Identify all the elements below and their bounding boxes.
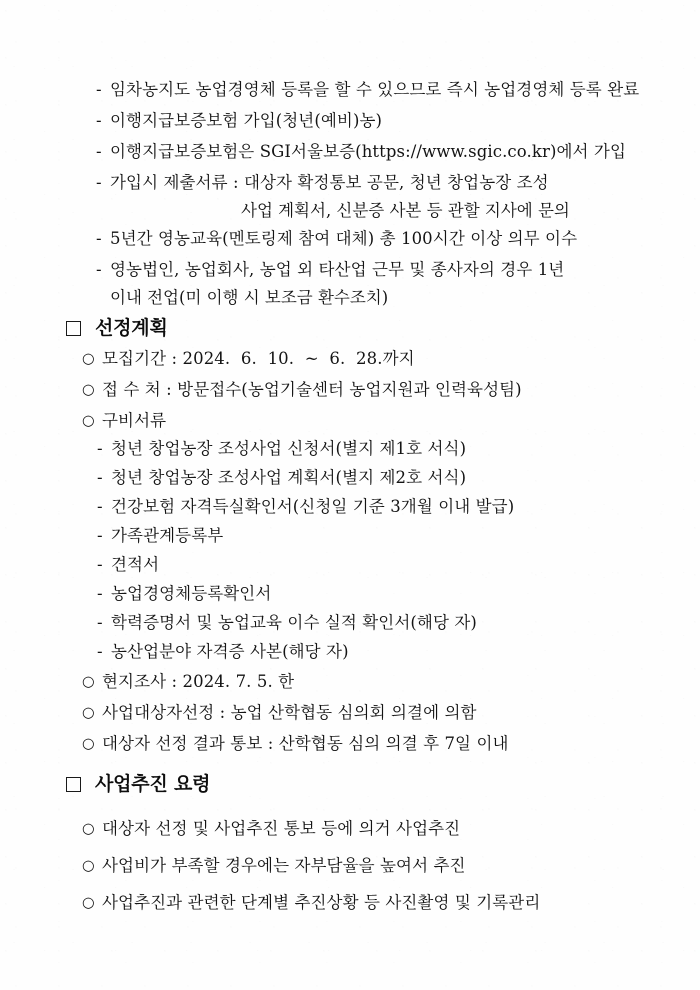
dash-bullet-icon: - bbox=[97, 439, 103, 458]
list-item bbox=[97, 613, 477, 633]
list-item-text: 농업경영체등록확인서 bbox=[111, 584, 272, 603]
circle-bullet-icon: ○ bbox=[82, 736, 95, 752]
circle-bullet-icon: ○ bbox=[82, 895, 95, 911]
dash-bullet-icon: - bbox=[97, 613, 103, 632]
list-item-text: 농산업분야 자격증 사본(해당 자) bbox=[111, 642, 349, 661]
list-item-result-notification bbox=[82, 734, 509, 755]
dash-bullet-icon: - bbox=[97, 526, 103, 545]
list-item bbox=[97, 468, 466, 488]
list-item bbox=[96, 173, 549, 193]
section-heading-execution-guide bbox=[66, 773, 210, 796]
section-title: 사업추진 요령 bbox=[95, 773, 211, 795]
circle-bullet-icon: ○ bbox=[82, 705, 95, 721]
circle-bullet-icon: ○ bbox=[82, 858, 95, 874]
list-item bbox=[97, 497, 514, 517]
dash-bullet-icon: - bbox=[97, 468, 103, 487]
list-item-field-survey bbox=[82, 672, 294, 693]
list-item-text: 가입시 제출서류 : 대상자 확정통보 공문, 청년 창업농장 조성 bbox=[110, 173, 549, 192]
list-item bbox=[97, 526, 223, 546]
dash-bullet-icon: - bbox=[96, 260, 102, 279]
list-item bbox=[82, 893, 540, 914]
dash-bullet-icon: - bbox=[97, 642, 103, 661]
dash-bullet-icon: - bbox=[97, 555, 103, 574]
list-item bbox=[97, 439, 466, 459]
dash-bullet-icon: - bbox=[96, 80, 102, 99]
dash-bullet-icon: - bbox=[96, 111, 102, 130]
circle-bullet-icon: ○ bbox=[82, 674, 95, 690]
list-item-beneficiary-selection bbox=[82, 703, 477, 724]
list-item-continuation: 사업 계획서, 신분증 사본 등 관할 지사에 문의 bbox=[241, 201, 570, 220]
list-item-text: 대상자 선정 및 사업추진 통보 등에 의거 사업추진 bbox=[102, 819, 461, 838]
list-item-text: 영농법인, 농업회사, 농업 외 타산업 근무 및 종사자의 경우 1년 bbox=[110, 260, 565, 279]
list-item-continuation: 이내 전업(미 이행 시 보조금 환수조치) bbox=[110, 288, 389, 307]
dash-bullet-icon: - bbox=[96, 229, 102, 248]
list-item-text: 임차농지도 농업경영체 등록을 할 수 있으므로 즉시 농업경영체 등록 완료 bbox=[110, 80, 640, 99]
list-item-required-documents bbox=[82, 411, 166, 432]
list-item bbox=[96, 80, 639, 100]
dash-bullet-icon: - bbox=[97, 497, 103, 516]
list-item bbox=[97, 642, 349, 662]
list-item bbox=[82, 856, 466, 877]
circle-bullet-icon: ○ bbox=[82, 413, 95, 429]
dash-bullet-icon: - bbox=[96, 142, 102, 161]
checkbox-square-icon bbox=[66, 777, 81, 792]
list-item-text: 사업추진과 관련한 단계별 추진상황 등 사진촬영 및 기록관리 bbox=[102, 893, 541, 912]
list-item-text: 사업대상자선정 : 농업 산학협동 심의회 의결에 의함 bbox=[102, 703, 477, 722]
list-item bbox=[82, 819, 460, 840]
list-item-text: 견적서 bbox=[111, 555, 160, 574]
list-item-text: 대상자 선정 결과 통보 : 산학협동 심의 의결 후 7일 이내 bbox=[102, 734, 509, 753]
list-item-text: 이행지급보증보험 가입(청년(예비)농) bbox=[110, 111, 383, 130]
list-item-text: 건강보험 자격득실확인서(신청일 기준 3개월 이내 발급) bbox=[111, 497, 515, 516]
list-item-text: 현지조사 : 2024. 7. 5. 한 bbox=[102, 672, 295, 691]
list-item bbox=[96, 229, 577, 249]
list-item-insurance-url bbox=[96, 142, 626, 162]
section-title: 선정계획 bbox=[95, 317, 168, 339]
list-item bbox=[96, 260, 564, 280]
list-item-text: 청년 창업농장 조성사업 계획서(별지 제2호 서식) bbox=[111, 468, 467, 487]
dash-bullet-icon: - bbox=[97, 584, 103, 603]
list-item-text: 가족관계등록부 bbox=[111, 526, 224, 545]
list-item bbox=[96, 111, 382, 131]
checkbox-square-icon bbox=[66, 321, 81, 336]
list-item-text: 사업비가 부족할 경우에는 자부담율을 높여서 추진 bbox=[102, 856, 466, 875]
list-item-text: 모집기간 : 2024. 6. 10. ~ 6. 28.까지 bbox=[102, 349, 415, 368]
list-item-text: 학력증명서 및 농업교육 이수 실적 확인서(해당 자) bbox=[111, 613, 477, 632]
circle-bullet-icon: ○ bbox=[82, 351, 95, 367]
circle-bullet-icon: ○ bbox=[82, 382, 95, 398]
list-item-text: 5년간 영농교육(멘토링제 참여 대체) 총 100시간 이상 의무 이수 bbox=[110, 229, 578, 248]
list-item-text: 접 수 처 : 방문접수(농업기술센터 농업지원과 인력육성팀) bbox=[102, 380, 522, 399]
list-item-text: 청년 창업농장 조성사업 신청서(별지 제1호 서식) bbox=[111, 439, 467, 458]
circle-bullet-icon: ○ bbox=[82, 821, 95, 837]
list-item-recruitment-period bbox=[82, 349, 415, 370]
list-item-text: 구비서류 bbox=[102, 411, 167, 430]
section-heading-selection-plan bbox=[66, 317, 168, 340]
list-item-text: 이행지급보증보험은 SGI서울보증(https://www.sgic.co.kr)에서 가입 bbox=[110, 142, 626, 161]
list-item bbox=[97, 584, 271, 604]
list-item bbox=[97, 555, 159, 575]
dash-bullet-icon: - bbox=[96, 173, 102, 192]
list-item-reception-place bbox=[82, 380, 522, 401]
